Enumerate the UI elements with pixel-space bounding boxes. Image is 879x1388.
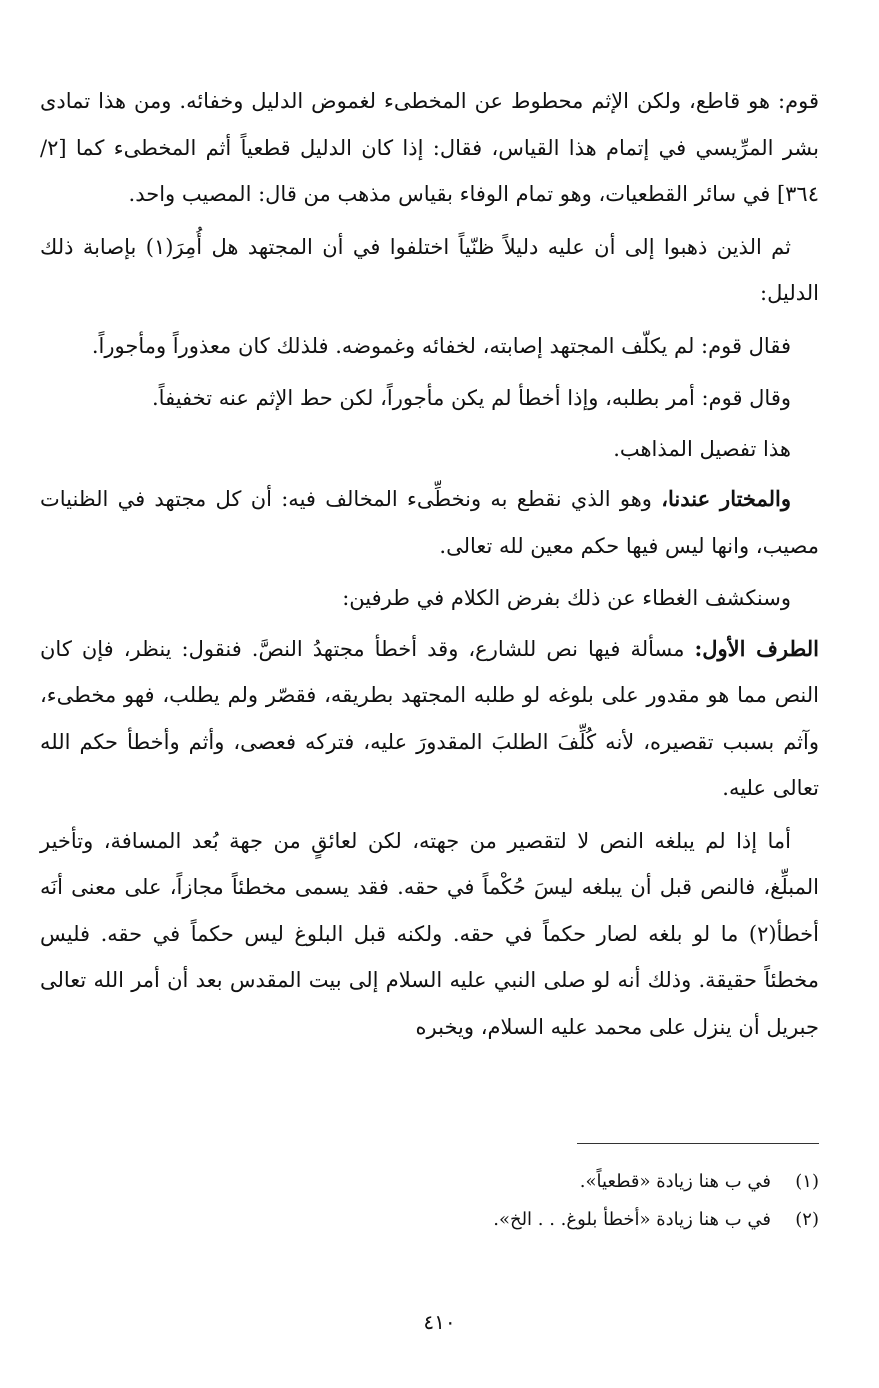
footnote-1-text: في ب هنا زيادة «قطعياً». (579, 1171, 771, 1192)
footnote-2-text: في ب هنا زيادة «أخطأ بلوغ. . . الخ». (493, 1209, 771, 1230)
paragraph-8-body: مسألة فيها نص للشارع، وقد أخطأ مجتهدُ النصَّ. فنقول: ينظر، فإن كان النص مما هو مقدور على بلوغه لو طلبه المجتهد بطريقه، فقصّر ولم يطلب، فهو مخطىء، وآثم بسبب تقصيره، لأنه كُلِّفَ الطلبَ المقدورَ عليه، فتركه فعصى، وأثم وأخطأ حكم الله تعالى عليه. (40, 636, 819, 800)
paragraph-9: أما إذا لم يبلغه النص لا لتقصير من جهته، لكن لعائقٍ من جهة بُعد المسافة، وتأخير المبلِّغ، فالنص قبل أن يبلغه ليسَ حُكْماً في حقه. فقد يسمى مخطئاً مجازاً، على معنى أنَه أخطأ(٢) ما لو بلغه لصار حكماً في حقه. ولكنه قبل البلوغ ليس حكماً في حقه. فليس مخطئاً حقيقة. وذلك أنه لو صلى النبي عليه السلام إلى بيت المقدس بعد أن أمر الله تعالى جبريل أن ينزل على محمد عليه السلام، ويخبره (40, 828, 819, 1039)
footnote-1-number: (١) (795, 1171, 819, 1192)
paragraph-2: ثم الذين ذهبوا إلى أن عليه دليلاً ظنّياً اختلفوا في أن المجتهد هل أُمِرَ(١) بإصابة ذلك الدليل: (40, 234, 819, 305)
paragraph-6-lead: والمختار عندنا، (661, 486, 792, 511)
paragraph-1: قوم: هو قاطع، ولكن الإثم محطوط عن المخطىء لغموض الدليل وخفائه. ومن هذا تمادى بشر المرِّيسي في إتمام هذا القياس، فقال: إذا كان الدليل قطعياً أثم المخطىء كما [٢/ ٣٦٤] في سائر القطعيات، وهو تمام الوفاء بقياس مذهب من قال: المصيب واحد. (40, 89, 819, 206)
paragraph-6 (40, 476, 819, 569)
paragraph-6-body: وهو الذي نقطع به ونخطِّىء المخالف فيه: أن كل مجتهد في الظنيات مصيب، وانها ليس فيها حكم معين لله تعالى. (40, 487, 819, 558)
footnote-2 (493, 1202, 819, 1238)
main-text (40, 78, 819, 1050)
footnote-2-number: (٢) (795, 1209, 819, 1230)
paragraph-7: وسنكشف الغطاء عن ذلك بفرض الكلام في طرفين: (342, 586, 791, 610)
footnote-divider (577, 1143, 819, 1144)
paragraph-8-lead: الطرف الأول: (694, 635, 819, 661)
paragraph-5: هذا تفصيل المذاهب. (613, 436, 791, 461)
paragraph-8 (40, 626, 819, 812)
page-number: ٤١٠ (423, 1310, 456, 1334)
paragraph-3: فقال قوم: لم يكلّف المجتهد إصابته، لخفائه وغموضه. فلذلك كان معذوراً ومأجوراً. (91, 333, 791, 358)
paragraph-4: وقال قوم: أمر بطلبه، وإذا أخطأ لم يكن مأجوراً، لكن حط الإثم عنه تخفيفاً. (152, 386, 791, 410)
footnote-1 (580, 1164, 819, 1200)
